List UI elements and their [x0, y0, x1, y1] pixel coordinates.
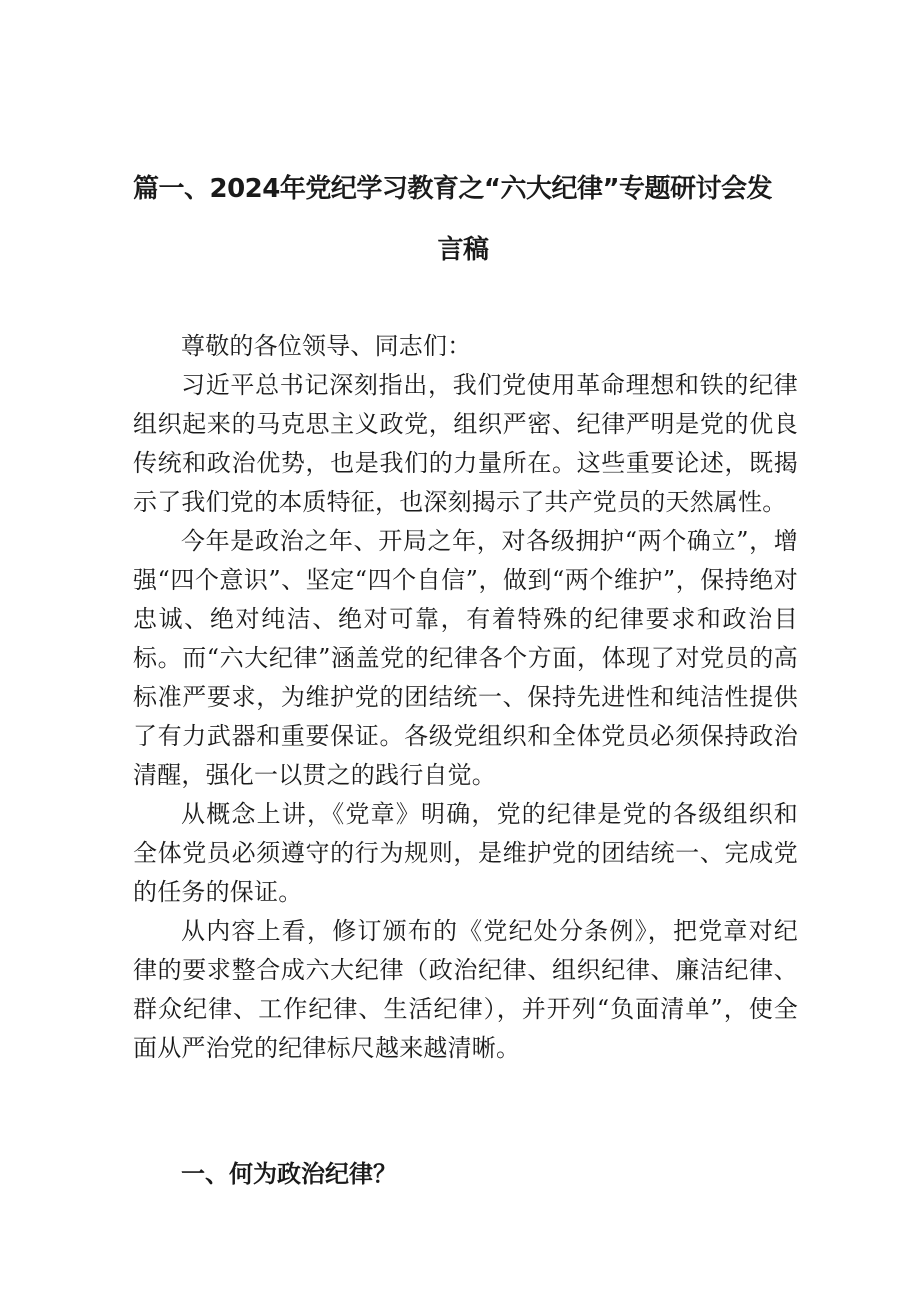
paragraph: 习近平总书记深刻指出，我们党使用革命理想和铁的纪律组织起来的马克思主义政党，组织严密、纪律严明是党的优良传统和政治优势，也是我们的力量所在。这些重要论述，既揭示了我们党的本质特征，也深刻揭示了共产党员的天然属性。 [133, 371, 798, 516]
document-body [133, 327, 798, 1068]
document-title-line-1: 篇一、2024年党纪学习教育之“六大纪律”专题研讨会发 [133, 174, 773, 204]
document-title-line-2: 言稿 [437, 235, 489, 265]
paragraph: 今年是政治之年、开局之年，对各级拥护“两个确立”，增强“四个意识”、坚定“四个自信”，做到“两个维护”，保持绝对忠诚、绝对纯洁、绝对可靠，有着特殊的纪律要求和政治目标。而“六大纪律”涵盖党的纪律各个方面，体现了对党员的高标准严要求，为维护党的团结统一、保持先进性和纯洁性提供了有力武器和重要保证。各级党组织和全体党员必须保持政治清醒，强化一以贯之的践行自觉。 [133, 527, 798, 789]
paragraph: 从概念上讲，《党章》明确，党的纪律是党的各级组织和全体党员必须遵守的行为规则，是维护党的团结统一、完成党的任务的保证。 [133, 800, 798, 906]
section-heading: 一、何为政治纪律？ [181, 1160, 397, 1188]
paragraph: 从内容上看，修订颁布的《党纪处分条例》，把党章对纪律的要求整合成六大纪律（政治纪律、组织纪律、廉洁纪律、群众纪律、工作纪律、生活纪律），并开列“负面清单”，使全面从严治党的纪律标尺越来越清晰。 [133, 917, 798, 1062]
salutation: 尊敬的各位领导、同志们： [181, 332, 472, 360]
